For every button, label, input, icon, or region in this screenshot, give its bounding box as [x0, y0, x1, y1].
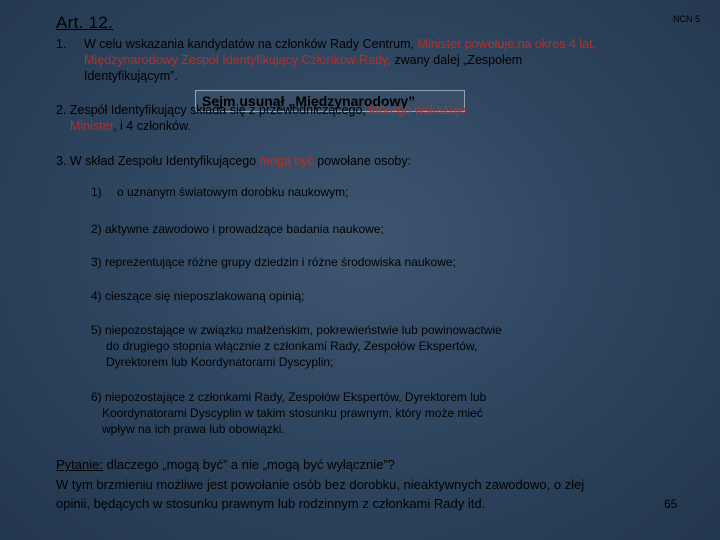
paragraph-1-line-3: Identyfikującym”.: [84, 69, 178, 83]
paragraph-2-highlight: którego wskazuje: [369, 103, 466, 117]
answer-line-1: W tym brzmieniu możliwe jest powołanie osób bez dorobku, nieaktywnych zawodowo, o złej: [56, 477, 585, 492]
list-item-5-line-2: do drugiego stopnia włącznie z członkami Rady, Zespołów Ekspertów,: [106, 339, 478, 353]
slide-title: Art. 12.: [56, 13, 114, 32]
paragraph-2-members: , i 4 członków.: [113, 119, 191, 133]
paragraph-2-line-2: [70, 119, 191, 134]
paragraph-1-team-suffix: Członków Rady,: [301, 53, 391, 67]
page-number: 65: [664, 497, 678, 511]
paragraph-3-text: 3. W skład Zespołu Identyfikującego: [56, 154, 257, 168]
paragraph-1-text: W celu wskazania kandydatów na członków Rady Centrum,: [84, 37, 415, 51]
list-item-6-line-3: wpływ na ich prawa lub obowiązki.: [102, 422, 285, 436]
paragraph-3-highlight: mogą być: [259, 154, 314, 168]
list-item-5-line-1: 5) niepozostające w związku małżeńskim, pokrewieństwie lub powinowactwie: [91, 323, 502, 337]
paragraph-1-highlight-term: na okres 4 lat,: [517, 37, 597, 51]
list-item-3: 3) reprezentujące różne grupy dziedzin i różne środowiska naukowe;: [91, 255, 456, 269]
question-line: [56, 457, 395, 472]
list-item-1: o uznanym światowym dorobku naukowym;: [117, 185, 349, 199]
paragraph-1-number: 1.: [56, 37, 67, 51]
list-item-4: 4) cieszące się nieposzlakowaną opinią;: [91, 289, 305, 303]
slide-code: NCN 5: [673, 14, 701, 24]
list-item-6-line-1: 6) niepozostające z członkami Rady, Zespołów Ekspertów, Dyrektorem lub: [91, 390, 487, 404]
paragraph-1-line-1: [84, 37, 596, 52]
list-item-1-number: 1): [91, 185, 102, 199]
paragraph-2-text: 2. Zespół Identyfikujący składa się z przewodniczącego,: [56, 103, 366, 117]
paragraph-1-team-name: Międzynarodowy Zespół Identyfikujący: [84, 53, 298, 67]
question-text: dlaczego „mogą być” a nie „mogą być wyłącznie”?: [106, 457, 395, 472]
paragraph-3: [56, 154, 411, 169]
paragraph-3-end: powołane osoby:: [317, 154, 412, 168]
paragraph-1-highlight: Minister powołuje,: [417, 37, 518, 51]
list-item-5-line-3: Dyrektorem lub Koordynatorami Dyscyplin;: [106, 355, 334, 369]
list-item-2: 2) aktywne zawodowo i prowadzące badania naukowe;: [91, 222, 384, 236]
paragraph-2-minister: Minister: [70, 119, 114, 133]
paragraph-1-alias: zwany dalej „Zespołem: [394, 53, 523, 67]
callout-box: Sejm usunął „Międzynarodowy”: [195, 90, 465, 112]
paragraph-2-line-1: [56, 103, 466, 118]
list-item-6-line-2: Koordynatorami Dyscyplin w takim stosunku prawnym, który może mieć: [102, 406, 483, 420]
paragraph-1-line-2: [84, 53, 522, 68]
answer-line-2: opinii, będących w stosunku prawnym lub rodzinnym z członkami Rady itd.: [56, 496, 486, 511]
question-label: Pytanie:: [56, 457, 103, 472]
